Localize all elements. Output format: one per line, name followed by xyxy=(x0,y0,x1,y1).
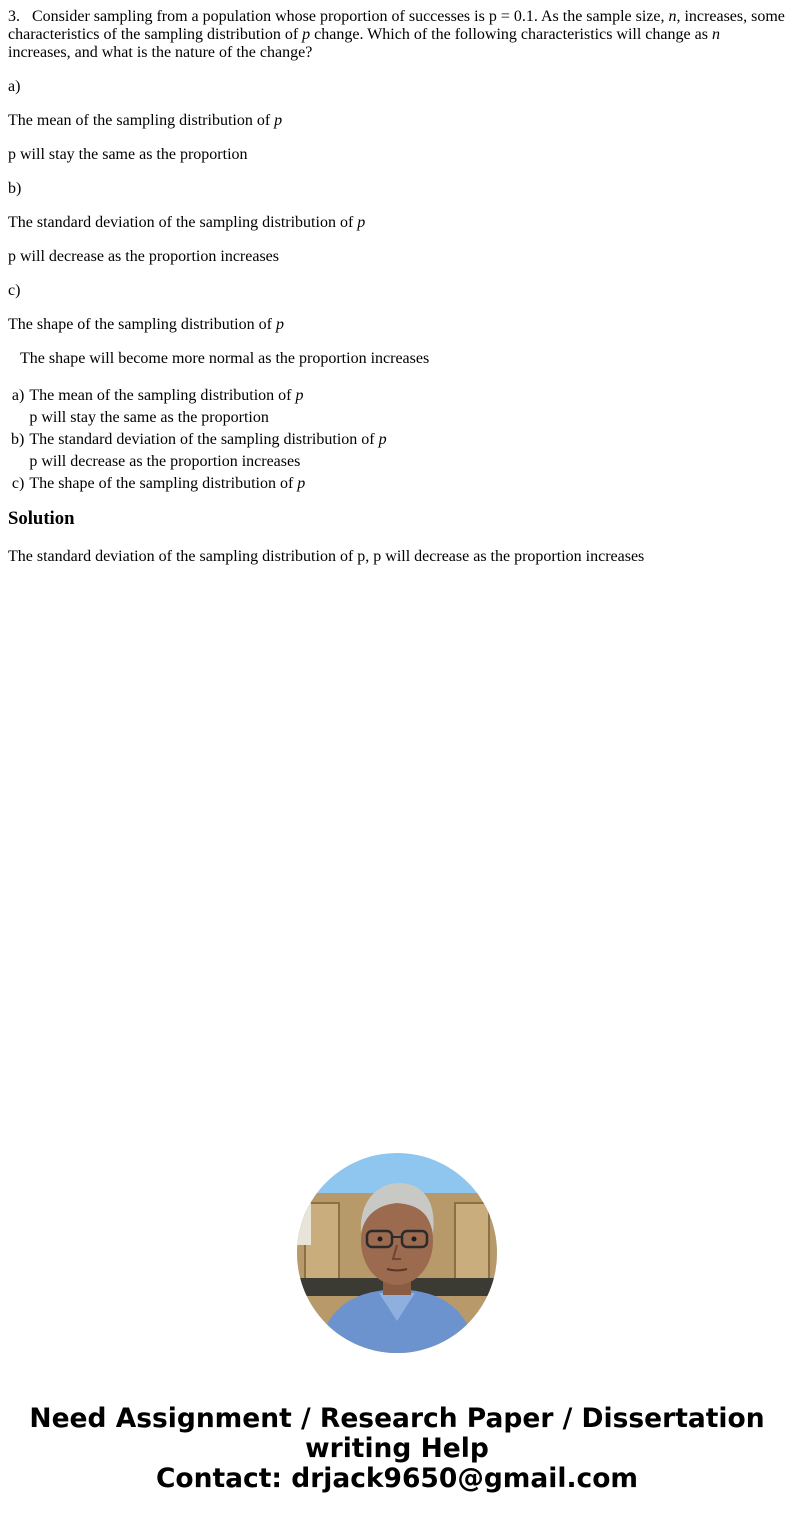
option-b-answer: p will decrease as the proportion increases xyxy=(8,248,280,265)
table-row-text: p will decrease as the proportion increases xyxy=(29,453,301,470)
table-row-text: The shape of the sampling distribution of p xyxy=(29,475,306,492)
option-c-label: c) xyxy=(8,282,21,299)
option-a-answer: p will stay the same as the proportion xyxy=(8,146,248,163)
question-part: p xyxy=(302,26,311,43)
table-row xyxy=(10,474,388,494)
solution-heading: Solution xyxy=(8,508,75,529)
options-table xyxy=(8,384,390,496)
table-row-letter xyxy=(10,408,26,428)
table-row-letter xyxy=(10,452,26,472)
promo-banner xyxy=(0,1404,794,1494)
option-a-label: a) xyxy=(8,78,21,95)
question-part: change. Which of the following characteristics will change as xyxy=(310,26,712,43)
promo-contact: Contact: drjack9650@gmail.com xyxy=(155,1463,639,1494)
promo-line: writing Help xyxy=(305,1433,489,1464)
option-a-text: The mean of the sampling distribution of p xyxy=(8,112,283,129)
option-b-label: b) xyxy=(8,180,22,197)
table-row-letter: c) xyxy=(11,475,25,492)
promo-line: Need Assignment / Research Paper / Dissertation xyxy=(29,1403,765,1434)
table-row-text: The mean of the sampling distribution of p xyxy=(29,387,304,404)
question-part: n xyxy=(668,8,677,25)
author-photo-icon xyxy=(297,1153,497,1353)
table-row-letter: b) xyxy=(11,431,25,448)
table-row xyxy=(10,386,388,406)
question-text xyxy=(8,8,786,62)
question-part: n xyxy=(711,26,720,43)
option-b-text: The standard deviation of the sampling distribution of p xyxy=(8,214,366,231)
question-part: increases, and what is the nature of the change? xyxy=(8,44,313,61)
table-row xyxy=(10,430,388,450)
question-number: 3. xyxy=(8,8,20,25)
option-c-answer: The shape will become more normal as the proportion increases xyxy=(20,350,430,367)
question-part: , increases, some characteristics of the sampling distribution of xyxy=(8,8,785,43)
table-row-text: The standard deviation of the sampling distribution of p xyxy=(29,431,387,448)
table-row xyxy=(10,408,388,428)
document-body xyxy=(8,8,786,566)
table-row xyxy=(10,452,388,472)
option-c-text: The shape of the sampling distribution of p xyxy=(8,316,284,333)
table-row-text: p will stay the same as the proportion xyxy=(29,409,269,426)
solution-text: The standard deviation of the sampling distribution of p, p will decrease as the proportion increases xyxy=(8,548,645,565)
question-part: Consider sampling from a population whose proportion of successes is p = 0.1. As the sample size, xyxy=(32,8,669,25)
table-row-letter: a) xyxy=(11,387,25,404)
